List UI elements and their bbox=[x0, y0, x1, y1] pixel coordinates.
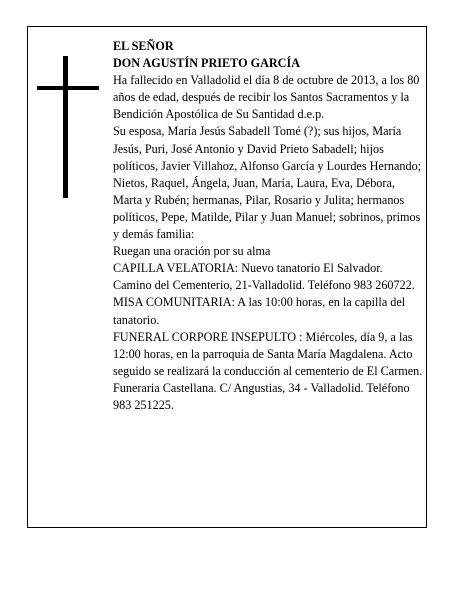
mass-info: MISA COMUNITARIA: A las 10:00 horas, en la capilla del tanatorio. bbox=[113, 295, 406, 327]
chapel-info: CAPILLA VELATORIA: Nuevo tanatorio El Salvador. Camino del Cementerio, 21-Valladolid. Teléfono 983 260722. bbox=[113, 261, 415, 293]
cross-horizontal-bar bbox=[37, 86, 99, 90]
family-list: Su esposa, María Jesús Sabadell Tomé (?); sus hijos, María Jesús, Puri, José Antonio y David Prieto Sabadell; hijos políticos, Javier Villahoz, Alfonso García y Lourdes Hernando; Nietos, Raquel, Ángela, Juan, María, Laura, Eva, Débora, Marta y Rubén; hermanas, Pilar, Rosario y Julita; hermanos políticos, Pepe, Matilde, Pilar y Juan Manuel; sobrinos, primos y demás familia: bbox=[113, 124, 422, 242]
cross-vertical-bar bbox=[63, 56, 68, 198]
death-announcement: Ha fallecido en Valladolid el día 8 de octubre de 2013, a los 80 años de edad, después de recibir los Santos Sacramentos y la Bendición Apostólica de Su Santidad d.e.p. bbox=[113, 73, 420, 122]
prayer-request: Ruegan una oración por su alma bbox=[113, 244, 271, 259]
latin-cross-icon bbox=[37, 56, 99, 198]
title-line-1: EL SEÑOR bbox=[113, 39, 174, 53]
funeral-info: FUNERAL CORPORE INSEPULTO : Miércoles, día 9, a las 12:00 horas, en la parroquia de Santa María Magdalena. Acto seguido se realizará la conducción al cementerio de El Carmen. bbox=[113, 329, 423, 378]
title-line-2: DON AGUSTÍN PRIETO GARCÍA bbox=[113, 56, 301, 71]
funeral-home-info: Funeraria Castellana. C/ Angustias, 34 - Valladolid. Teléfono 983 251225. bbox=[113, 380, 410, 412]
obituary-text bbox=[113, 38, 423, 414]
